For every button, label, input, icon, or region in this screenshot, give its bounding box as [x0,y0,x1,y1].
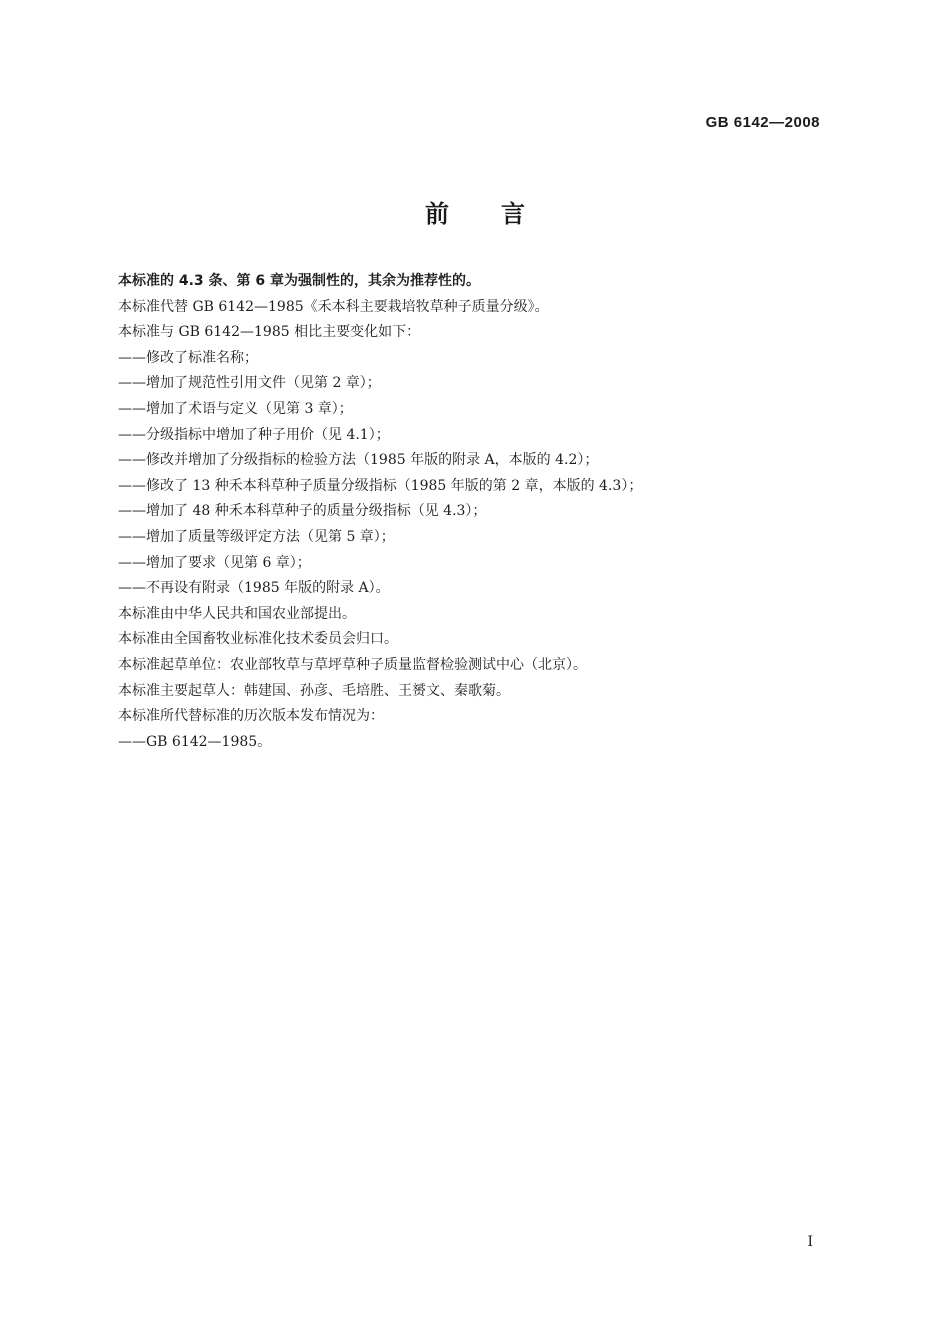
change-item: ——修改了 13 种禾本科草种子质量分级指标（1985 年版的第 2 章，本版的 4.3）； [118,477,643,494]
page-title: 前言 [425,200,577,228]
paragraph-committee: 本标准由全国畜牧业标准化技术委员会归口。 [118,631,398,648]
document-body [118,269,838,755]
paragraph-drafting-unit: 本标准起草单位：农业部牧草与草坪草种子质量监督检验测试中心（北京）。 [118,656,587,673]
history-item: ——GB 6142—1985。 [118,733,272,750]
change-item: ——修改并增加了分级指标的检验方法（1985 年版的附录 A，本版的 4.2）； [118,452,599,469]
paragraph-mandatory-clause: 本标准的 4.3 条、第 6 章为强制性的，其余为推荐性的。 [118,273,481,289]
standard-code: GB 6142—2008 [705,114,820,131]
change-item: ——增加了术语与定义（见第 3 章）； [118,400,353,417]
change-item: ——增加了规范性引用文件（见第 2 章）； [118,375,381,392]
paragraph-history-intro: 本标准所代替标准的历次版本发布情况为： [118,708,384,725]
change-item: ——增加了 48 种禾本科草种子的质量分级指标（见 4.3）； [118,503,487,520]
paragraph-proposer: 本标准由中华人民共和国农业部提出。 [118,605,356,622]
change-item: ——不再设有附录（1985 年版的附录 A）。 [118,580,390,597]
paragraph-changes-intro: 本标准与 GB 6142—1985 相比主要变化如下： [118,324,421,341]
change-item: ——分级指标中增加了种子用价（见 4.1）； [118,426,390,443]
change-item: ——增加了要求（见第 6 章）； [118,554,311,571]
paragraph-replaces: 本标准代替 GB 6142—1985《禾本科主要栽培牧草种子质量分级》。 [118,298,549,315]
change-item: ——增加了质量等级评定方法（见第 5 章）； [118,528,395,545]
change-item: ——修改了标准名称； [118,349,258,366]
page-number: I [807,1234,813,1250]
paragraph-drafters: 本标准主要起草人：韩建国、孙彦、毛培胜、王赟文、秦歌菊。 [118,682,510,699]
